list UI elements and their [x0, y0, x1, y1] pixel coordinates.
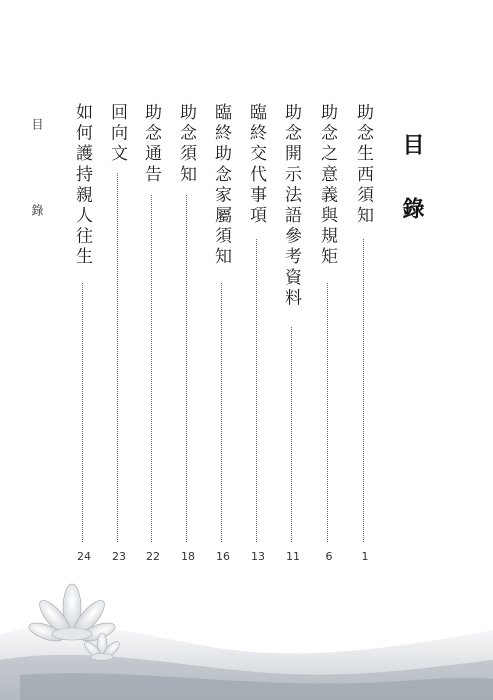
toc-entry-page[interactable]: 23	[112, 550, 126, 563]
toc-entry-title[interactable]: 回向文	[107, 103, 127, 165]
toc-entry-title[interactable]: 助念生西須知	[353, 103, 373, 227]
toc-entry-title[interactable]: 如何護持親人往生	[72, 103, 92, 268]
toc-leader-dots	[117, 173, 118, 542]
toc-entry-page[interactable]: 1	[361, 550, 369, 563]
toc-entry-page[interactable]: 13	[251, 550, 265, 563]
toc-leader-dots	[256, 239, 257, 542]
side-title: 目 錄	[30, 118, 44, 246]
toc-leader-dots	[186, 195, 187, 542]
toc-entry-page[interactable]: 18	[181, 550, 195, 563]
toc-leader-dots	[327, 283, 328, 542]
toc-leader-dots	[82, 283, 83, 542]
page-title: 目錄	[399, 133, 425, 261]
toc-entry-title[interactable]: 臨終交代事項	[246, 103, 266, 227]
toc-entry-page[interactable]: 24	[77, 550, 91, 563]
toc-entry-page[interactable]: 6	[325, 550, 333, 563]
toc-entry-title[interactable]: 助念須知	[176, 103, 196, 186]
toc-entry-page[interactable]: 16	[216, 550, 230, 563]
toc-entry-title[interactable]: 助念通告	[141, 103, 161, 186]
toc-entry-page[interactable]: 11	[286, 550, 300, 563]
toc-entry-title[interactable]: 助念之意義與規矩	[317, 103, 337, 268]
toc-leader-dots	[363, 239, 364, 542]
toc-entry-page[interactable]: 22	[146, 550, 160, 563]
toc-leader-dots	[291, 327, 292, 542]
toc-entry-title[interactable]: 臨終助念家屬須知	[211, 103, 231, 268]
lotus-ink-decoration	[0, 575, 493, 700]
toc-leader-dots	[221, 283, 222, 542]
toc-leader-dots	[151, 195, 152, 542]
toc-entry-title[interactable]: 助念開示法語參考資料	[281, 103, 301, 309]
